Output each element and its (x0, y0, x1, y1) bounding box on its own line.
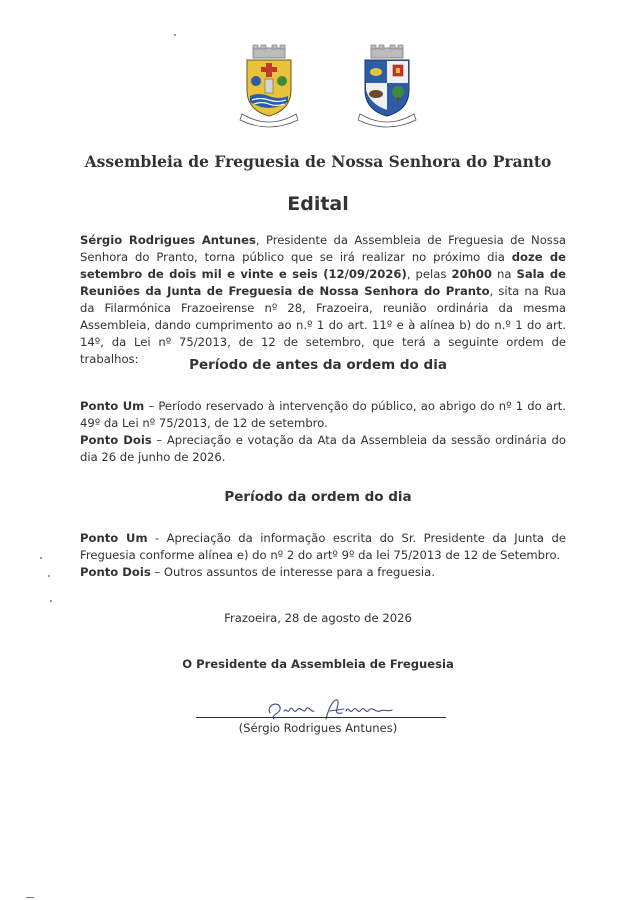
scan-speck (40, 557, 42, 559)
agenda-item-label: Ponto Dois (80, 565, 151, 579)
place-and-date: Frazoeira, 28 de agosto de 2026 (224, 611, 412, 625)
agenda-item-label: Ponto Um (80, 399, 145, 413)
intro-text: , Presidente da Assembleia de Freguesia de Nossa Senhora do Pranto, torna público que se irá realizar no próximo dia (80, 233, 566, 264)
agenda-item-text: – Outros assuntos de interesse para a freguesia. (150, 565, 435, 579)
assembly-title: Assembleia de Freguesia de Nossa Senhora do Pranto (84, 152, 552, 171)
agenda-list-before (80, 398, 566, 466)
intro-signer-name: Sérgio Rodrigues Antunes (80, 233, 256, 247)
dornes-coat-of-arms (234, 44, 304, 130)
agenda-item-label: Ponto Um (80, 531, 148, 545)
agenda-item-label: Ponto Dois (80, 433, 152, 447)
scan-speck (26, 897, 34, 898)
signature-line (196, 717, 446, 718)
intro-paragraph (80, 232, 566, 368)
agenda-item (80, 398, 566, 432)
agenda-item (80, 432, 566, 466)
intro-text: , sita na Rua da Filarmónica Frazoeirense nº 28, Frazoeira, reunião ordinária da mesma Assembleia, dando cumprimento ao n.º 1 do art. 11º e à alínea b) do n.º 1 do art. 14º, da Lei nº 75/2013, de 12 de setembro, que terá a seguinte ordem de trabalhos: (80, 284, 566, 366)
agenda-item (80, 564, 566, 581)
handwritten-signature (196, 693, 448, 723)
intro-text: , pelas (406, 267, 452, 281)
agenda-item (80, 530, 566, 564)
meeting-location: Sala de Reuniões da Junta de Freguesia de Nossa Senhora do Pranto (80, 267, 567, 298)
agenda-list (80, 530, 566, 581)
agenda-item-text: - Apreciação da informação escrita do Sr. Presidente da Junta de Freguesia conforme alínea e) do nº 2 do artº 9º da lei 75/2013 de 12 de Setembro. (80, 531, 566, 562)
intro-text: na (491, 267, 517, 281)
meeting-date: doze de setembro de dois mil e vinte e seis (12/09/2026) (80, 250, 566, 281)
signer-name: (Sérgio Rodrigues Antunes) (238, 721, 398, 735)
paio-mendes-coat-of-arms (352, 44, 422, 130)
scan-speck (50, 600, 52, 602)
coat-of-arms-row (0, 44, 636, 134)
section-title-before-agenda: Período de antes da ordem do dia (189, 357, 447, 373)
agenda-item-text: – Apreciação e votação da Ata da Assembleia da sessão ordinária do dia 26 de junho de 2026. (80, 433, 566, 464)
section-title-agenda: Período da ordem do dia (224, 489, 412, 505)
president-title: O Presidente da Assembleia de Freguesia (182, 657, 454, 671)
scan-speck (174, 34, 176, 36)
document-title: Edital (287, 193, 349, 215)
meeting-time: 20h00 (451, 267, 492, 281)
agenda-item-text: – Período reservado à intervenção do público, ao abrigo do nº 1 do art. 49º da Lei nº 75/2013, de 12 de setembro. (80, 399, 566, 430)
scan-speck (48, 575, 50, 577)
